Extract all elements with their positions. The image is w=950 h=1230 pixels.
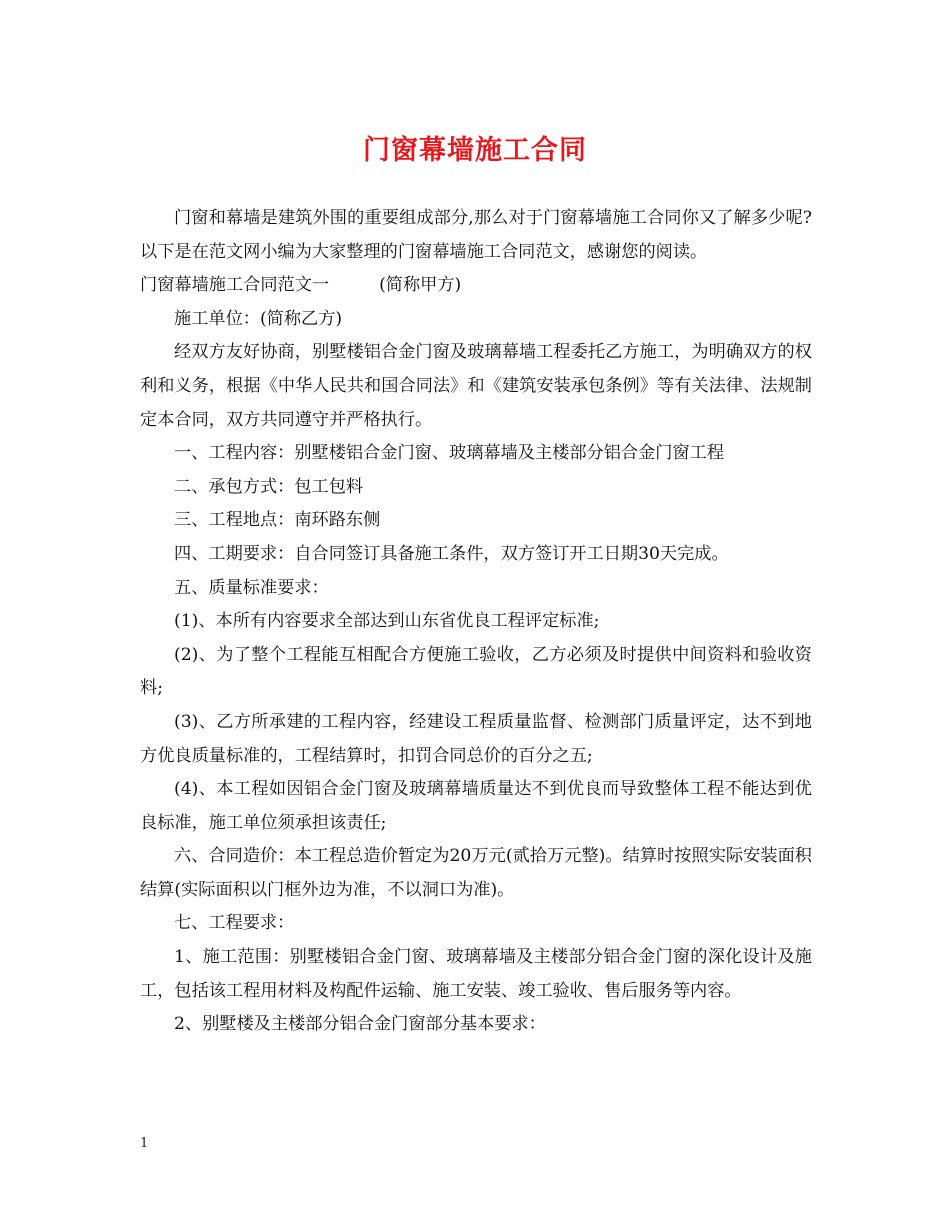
paragraph: 五、质量标准要求： xyxy=(174,577,329,598)
paragraph: 七、工程要求： xyxy=(174,913,295,934)
paragraph: (2)、为了整个工程能互相配合方便施工验收，乙方必须及时提供中间资料和验收资料; xyxy=(140,644,812,699)
paragraph: (1)、本所有内容要求全部达到山东省优良工程评定标准; xyxy=(174,611,600,632)
paragraph: 二、承包方式：包工包料 xyxy=(174,476,364,497)
document-title: 门窗幕墙施工合同 xyxy=(363,135,587,166)
paragraph: 施工单位：(简称乙方) xyxy=(174,308,343,329)
section-heading-line xyxy=(140,269,812,303)
paragraph: 三、工程地点：南环路东侧 xyxy=(174,510,381,531)
intro-paragraph: 门窗和幕墙是建筑外围的重要组成部分,那么对于门窗幕墙施工合同你又了解多少呢?以下是在范文网小编为大家整理的门窗幕墙施工合同范文，感谢您的阅读。 xyxy=(140,208,812,262)
paragraph: 经双方友好协商，别墅楼铝合金门窗及玻璃幕墙工程委托乙方施工，为明确双方的权利和义务，根据《中华人民共和国合同法》和《建筑安装承包条例》等有关法律、法规制定本合同，双方共同遵守并严格执行。 xyxy=(140,342,812,430)
page-number: 1 xyxy=(140,1136,149,1151)
party-a-label: (简称甲方) xyxy=(379,275,462,296)
paragraph: 2、别墅楼及主楼部分铝合金门窗部分基本要求： xyxy=(174,1014,546,1035)
paragraph: (4)、本工程如因铝合金门窗及玻璃幕墙质量达不到优良而导致整体工程不能达到优良标准，施工单位须承担该责任; xyxy=(140,779,812,833)
paragraph: 1、施工范围：别墅楼铝合金门窗、玻璃幕墙及主楼部分铝合金门窗的深化设计及施工，包括该工程用材料及构配件运输、施工安装、竣工验收、售后服务等内容。 xyxy=(140,947,812,1001)
paragraph: 四、工期要求：自合同签订具备施工条件，双方签订开工日期30天完成。 xyxy=(174,543,729,564)
paragraph: 一、工程内容：别墅楼铝合金门窗、玻璃幕墙及主楼部分铝合金门窗工程 xyxy=(174,443,725,464)
paragraph: (3)、乙方所承建的工程内容，经建设工程质量监督、检测部门质量评定，达不到地方优良质量标准的，工程结算时，扣罚合同总价的百分之五; xyxy=(140,711,812,766)
paragraph: 六、合同造价：本工程总造价暂定为20万元(贰拾万元整)。结算时按照实际安装面积结算(实际面积以门框外边为准，不以洞口为准)。 xyxy=(140,846,812,900)
document-body xyxy=(140,202,812,1042)
section-heading: 门窗幕墙施工合同范文一 xyxy=(140,275,330,296)
